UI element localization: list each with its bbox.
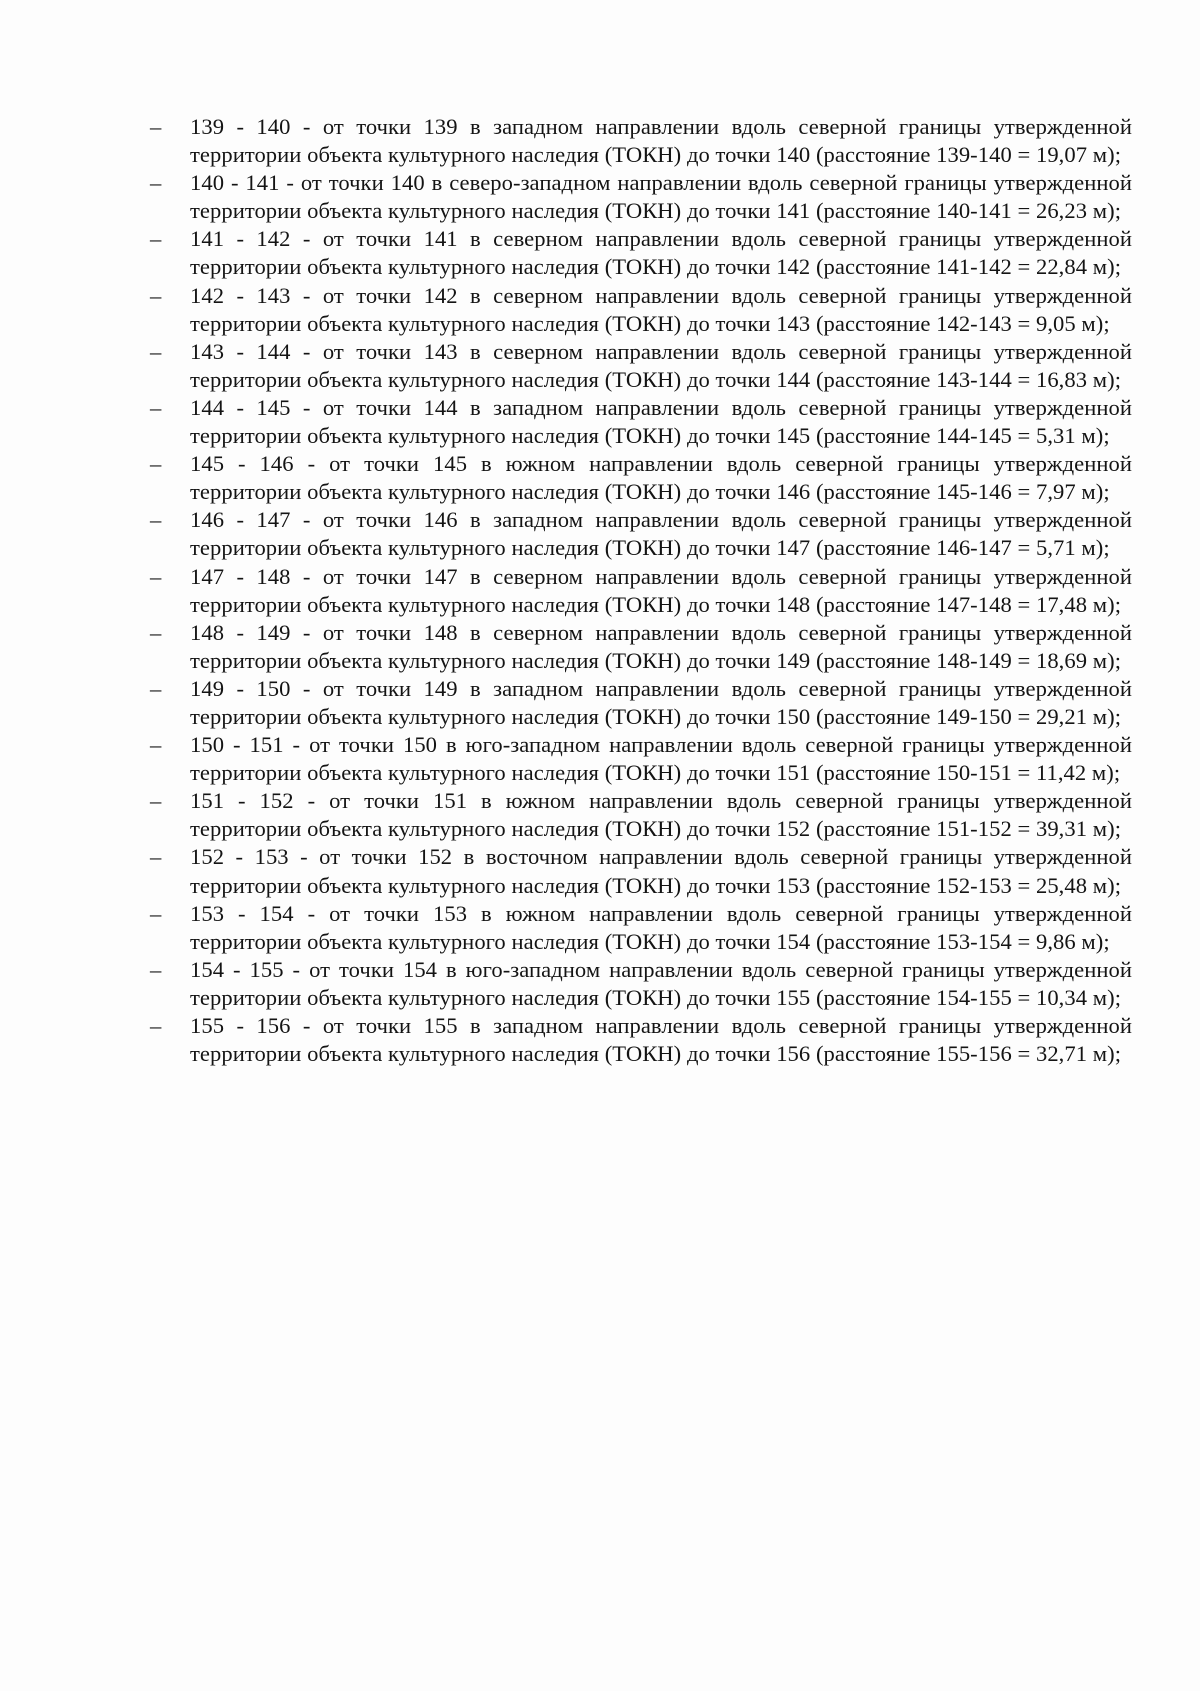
list-bullet: – (150, 338, 162, 364)
list-item (150, 282, 1132, 338)
list-item (150, 506, 1132, 562)
list-item-text: 140 - 141 - от точки 140 в северо-западном направлении вдоль северной границы утвержденной территории объекта культурного наследия (ТОКН) до точки 141 (расстояние 140-141 = 26,23 м); (190, 170, 1132, 224)
list-item-text: 144 - 145 - от точки 144 в западном направлении вдоль северной границы утвержденной территории объекта культурного наследия (ТОКН) до точки 145 (расстояние 144-145 = 5,31 м); (190, 394, 1132, 449)
list-item-text: 149 - 150 - от точки 149 в западном направлении вдоль северной границы утвержденной территории объекта культурного наследия (ТОКН) до точки 150 (расстояние 149-150 = 29,21 м); (190, 675, 1132, 729)
list-item (150, 225, 1132, 281)
list-bullet: – (150, 451, 162, 477)
list-item-text: 148 - 149 - от точки 148 в северном направлении вдоль северной границы утвержденной территории объекта культурного наследия (ТОКН) до точки 149 (расстояние 148-149 = 18,69 м); (190, 619, 1132, 673)
list-item-text: 147 - 148 - от точки 147 в северном направлении вдоль северной границы утвержденной территории объекта культурного наследия (ТОКН) до точки 148 (расстояние 147-148 = 17,48 м); (190, 563, 1132, 617)
list-item-text: 139 - 140 - от точки 139 в западном направлении вдоль северной границы утвержденной территории объекта культурного наследия (ТОКН) до точки 140 (расстояние 139-140 = 19,07 м); (190, 114, 1132, 168)
list-item-text: 155 - 156 - от точки 155 в западном направлении вдоль северной границы утвержденной территории объекта культурного наследия (ТОКН) до точки 156 (расстояние 155-156 = 32,71 м); (190, 1013, 1132, 1067)
list-bullet: – (150, 282, 162, 308)
list-item-text: 143 - 144 - от точки 143 в северном направлении вдоль северной границы утвержденной территории объекта культурного наследия (ТОКН) до точки 144 (расстояние 143-144 = 16,83 м); (190, 338, 1132, 392)
list-item-text: 152 - 153 - от точки 152 в восточном направлении вдоль северной границы утвержденной территории объекта культурного наследия (ТОКН) до точки 153 (расстояние 152-153 = 25,48 м); (190, 844, 1132, 898)
list-item (150, 843, 1132, 899)
list-item (150, 619, 1132, 675)
list-bullet: – (150, 563, 162, 589)
list-item-text: 153 - 154 - от точки 153 в южном направлении вдоль северной границы утвержденной территории объекта культурного наследия (ТОКН) до точки 154 (расстояние 153-154 = 9,86 м); (190, 900, 1132, 954)
list-item (150, 563, 1132, 619)
list-item (150, 169, 1132, 225)
list-bullet: – (150, 1013, 162, 1038)
list-item (150, 338, 1132, 394)
boundary-segment-list (150, 113, 1132, 1068)
list-item (150, 113, 1132, 169)
list-item-text: 151 - 152 - от точки 151 в южном направлении вдоль северной границы утвержденной территории объекта культурного наследия (ТОКН) до точки 152 (расстояние 151-152 = 39,31 м); (190, 788, 1132, 842)
list-item-text: 146 - 147 - от точки 146 в западном направлении вдоль северной границы утвержденной территории объекта культурного наследия (ТОКН) до точки 147 (расстояние 146-147 = 5,71 м); (190, 507, 1132, 561)
list-bullet: – (150, 844, 162, 870)
list-item (150, 787, 1132, 843)
list-bullet: – (150, 114, 162, 139)
list-item (150, 394, 1132, 450)
list-item (150, 450, 1132, 506)
list-bullet: – (150, 900, 162, 926)
list-item (150, 900, 1132, 956)
list-item-text: 154 - 155 - от точки 154 в юго-западном направлении вдоль северной границы утвержденной территории объекта культурного наследия (ТОКН) до точки 155 (расстояние 154-155 = 10,34 м); (190, 956, 1132, 1010)
list-item (150, 675, 1132, 731)
list-bullet: – (150, 170, 162, 196)
list-bullet: – (150, 675, 162, 701)
list-bullet: – (150, 956, 162, 982)
list-item (150, 731, 1132, 787)
list-item (150, 956, 1132, 1012)
list-item-text: 150 - 151 - от точки 150 в юго-западном направлении вдоль северной границы утвержденной территории объекта культурного наследия (ТОКН) до точки 151 (расстояние 150-151 = 11,42 м); (190, 732, 1132, 786)
list-bullet: – (150, 619, 162, 645)
list-item-text: 141 - 142 - от точки 141 в северном направлении вдоль северной границы утвержденной территории объекта культурного наследия (ТОКН) до точки 142 (расстояние 141-142 = 22,84 м); (190, 226, 1132, 280)
list-bullet: – (150, 732, 162, 758)
list-bullet: – (150, 788, 162, 814)
list-bullet: – (150, 507, 162, 533)
list-item-text: 145 - 146 - от точки 145 в южном направлении вдоль северной границы утвержденной территории объекта культурного наследия (ТОКН) до точки 146 (расстояние 145-146 = 7,97 м); (190, 451, 1132, 505)
list-bullet: – (150, 226, 162, 252)
list-item-text: 142 - 143 - от точки 142 в северном направлении вдоль северной границы утвержденной территории объекта культурного наследия (ТОКН) до точки 143 (расстояние 142-143 = 9,05 м); (190, 282, 1132, 336)
list-item (150, 1012, 1132, 1068)
list-bullet: – (150, 394, 162, 420)
